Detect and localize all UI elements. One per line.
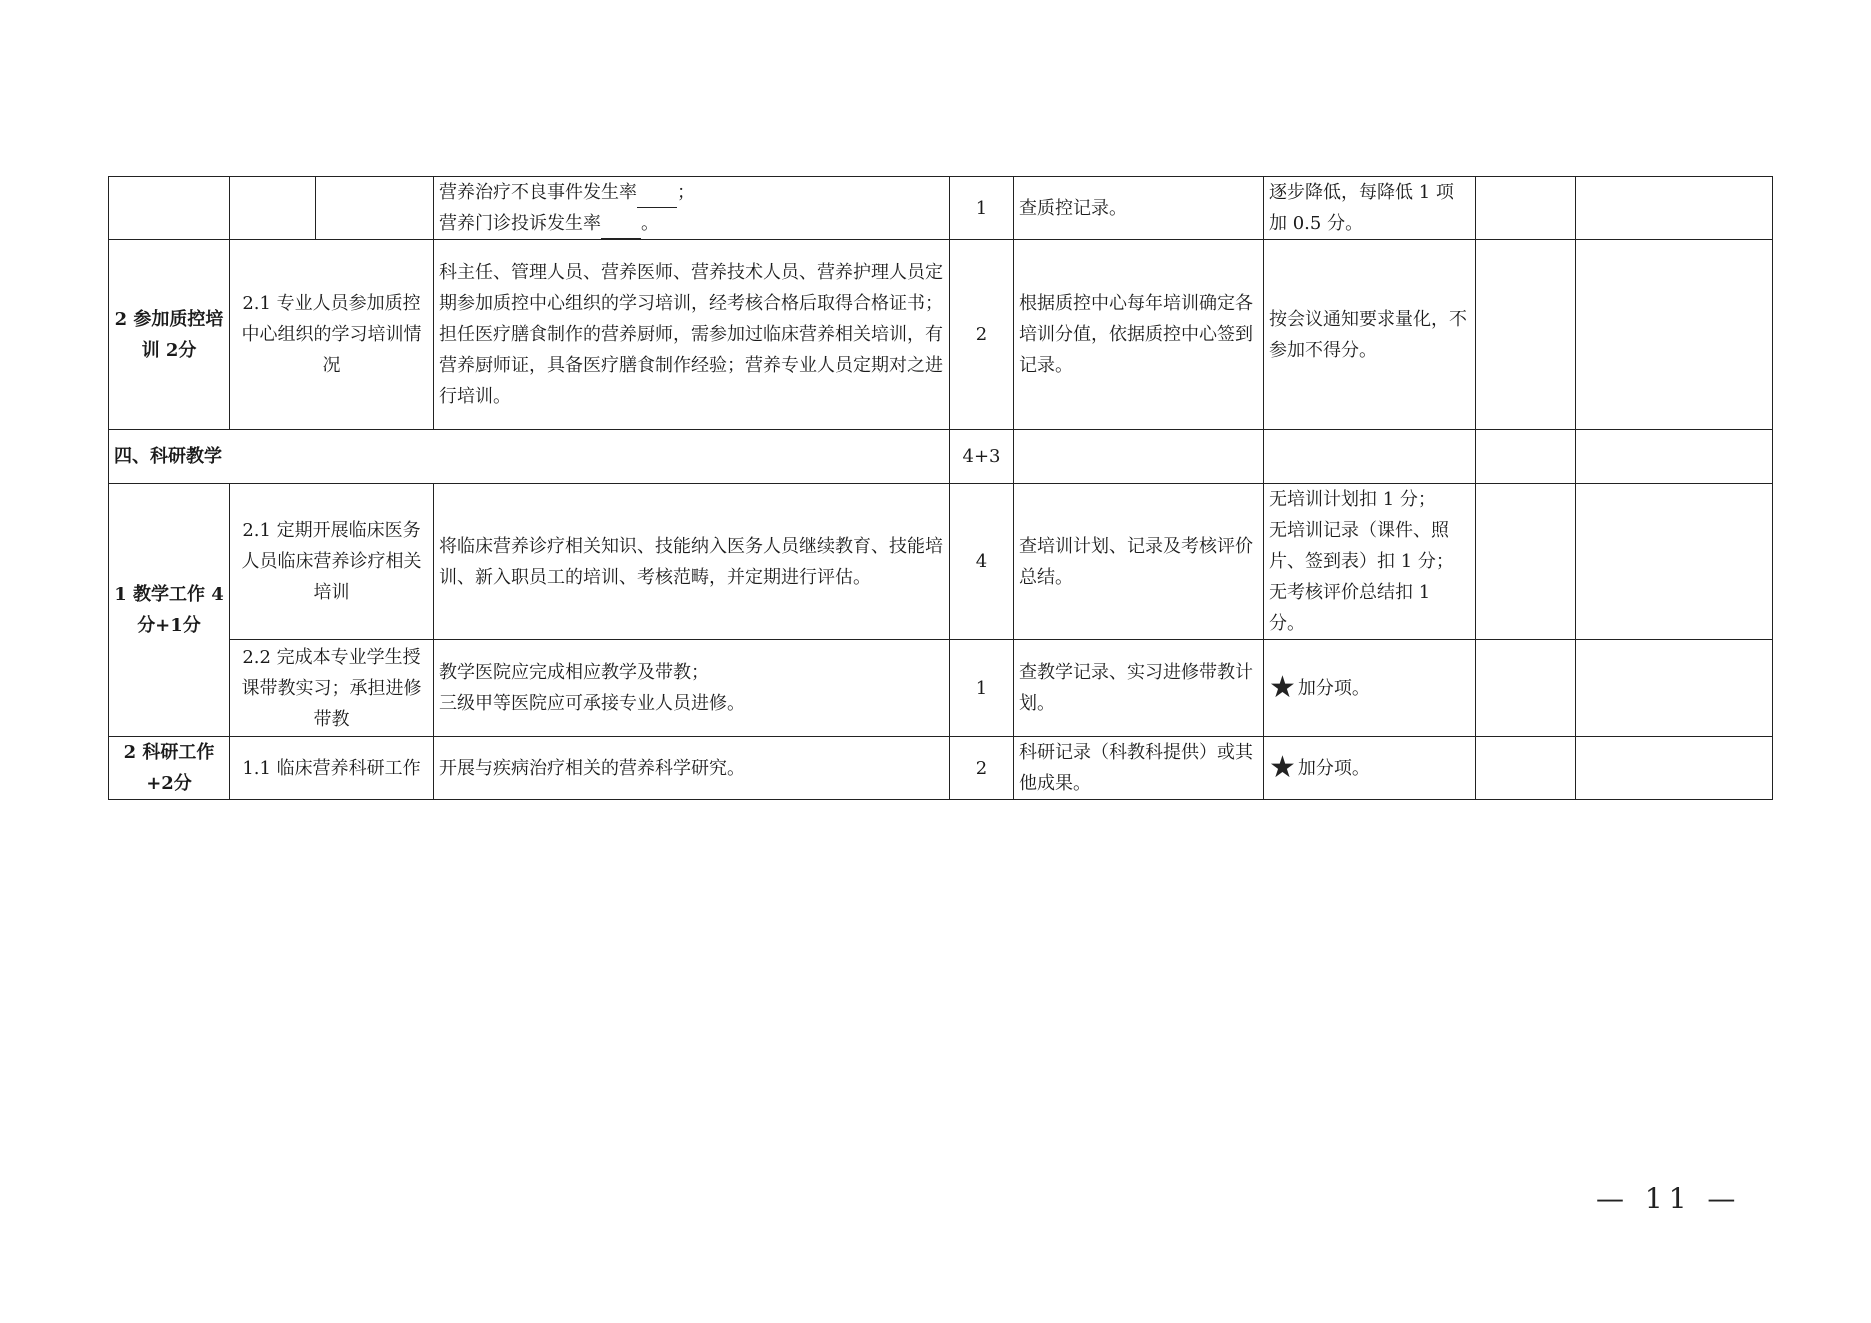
sub-item-cell: 2.1 专业人员参加质控中心组织的学习培训情况 — [230, 240, 434, 430]
punct: 。 — [641, 213, 659, 234]
score-cell: 4+3 — [950, 430, 1014, 484]
blank-cell — [1576, 430, 1773, 484]
score-cell: 2 — [950, 240, 1014, 430]
fill-blank — [637, 189, 677, 208]
content-line: 三级甲等医院应可承接专业人员进修。 — [439, 693, 745, 714]
criteria-cell — [1264, 640, 1476, 737]
criteria-cell: 按会议通知要求量化，不参加不得分。 — [1264, 240, 1476, 430]
star-icon: ★ — [1269, 749, 1296, 785]
content-line: 营养门诊投诉发生率 — [439, 213, 601, 234]
item-cell: 2 参加质控培训 2分 — [109, 240, 230, 430]
criteria-cell — [1264, 484, 1476, 640]
item-cell: 2 科研工作 +2分 — [109, 737, 230, 800]
section-row — [109, 430, 1773, 484]
content-cell — [434, 640, 950, 737]
score-cell: 1 — [950, 640, 1014, 737]
table-row — [109, 484, 1773, 640]
item-cell — [109, 177, 230, 240]
content-line: 担任医疗膳食制作的营养厨师，需参加过临床营养相关培训，有营养厨师证，具备医疗膳食制作经验；营养专业人员定期对之进行培训。 — [439, 324, 943, 407]
score-cell: 2 — [950, 737, 1014, 800]
bonus-label: 加分项。 — [1297, 677, 1370, 699]
page-number: — 11 — — [1596, 1182, 1742, 1215]
sub-item-cell: 2.2 完成本专业学生授课带教实习；承担进修带教 — [230, 640, 434, 737]
blank-cell — [1264, 430, 1476, 484]
criteria-cell — [1264, 737, 1476, 800]
table-row — [109, 640, 1773, 737]
method-cell: 根据质控中心每年培训确定各培训分值，依据质控中心签到记录。 — [1014, 240, 1264, 430]
sub-item-cell-2 — [316, 177, 434, 240]
bonus-label: 加分项。 — [1297, 757, 1370, 779]
blank-cell — [1576, 240, 1773, 430]
content-line: 科主任、管理人员、营养医师、营养技术人员、营养护理人员定期参加质控中心组织的学习培训，经考核合格后取得合格证书； — [439, 262, 943, 314]
method-cell: 查培训计划、记录及考核评价总结。 — [1014, 484, 1264, 640]
sub-item-cell: 2.1 定期开展临床医务人员临床营养诊疗相关培训 — [230, 484, 434, 640]
criteria-line: 无考核评价总结扣 1 分。 — [1269, 582, 1431, 634]
scoring-table — [108, 176, 1773, 800]
blank-cell — [1576, 484, 1773, 640]
blank-cell — [1576, 640, 1773, 737]
score-cell: 1 — [950, 177, 1014, 240]
blank-cell — [1476, 737, 1576, 800]
criteria-line: 无培训计划扣 1 分； — [1269, 489, 1436, 510]
blank-cell — [1476, 640, 1576, 737]
table-row — [109, 240, 1773, 430]
content-line: 教学医院应完成相应教学及带教； — [439, 662, 709, 683]
fill-blank — [601, 220, 641, 239]
content-cell — [434, 240, 950, 430]
content-cell: 开展与疾病治疗相关的营养科学研究。 — [434, 737, 950, 800]
score-cell: 4 — [950, 484, 1014, 640]
content-line: 营养治疗不良事件发生率 — [439, 182, 637, 203]
content-cell: 将临床营养诊疗相关知识、技能纳入医务人员继续教育、技能培训、新入职员工的培训、考核范畴，并定期进行评估。 — [434, 484, 950, 640]
method-cell: 科研记录（科教科提供）或其他成果。 — [1014, 737, 1264, 800]
sub-item-cell: 1.1 临床营养科研工作 — [230, 737, 434, 800]
blank-cell — [1476, 430, 1576, 484]
table-row — [109, 177, 1773, 240]
table-row — [109, 737, 1773, 800]
star-icon: ★ — [1269, 669, 1296, 705]
criteria-line: 无培训记录（课件、照片、签到表）扣 1 分； — [1269, 520, 1454, 572]
punct: ； — [677, 182, 695, 203]
blank-cell — [1576, 737, 1773, 800]
content-cell — [434, 177, 950, 240]
criteria-cell: 逐步降低，每降低 1 项加 0.5 分。 — [1264, 177, 1476, 240]
blank-cell — [1014, 430, 1264, 484]
section-title: 四、科研教学 — [109, 430, 950, 484]
method-cell: 查质控记录。 — [1014, 177, 1264, 240]
blank-cell — [1576, 177, 1773, 240]
item-cell: 1 教学工作 4分+1分 — [109, 484, 230, 737]
blank-cell — [1476, 484, 1576, 640]
blank-cell — [1476, 240, 1576, 430]
method-cell: 查教学记录、实习进修带教计划。 — [1014, 640, 1264, 737]
blank-cell — [1476, 177, 1576, 240]
sub-item-cell — [230, 177, 316, 240]
